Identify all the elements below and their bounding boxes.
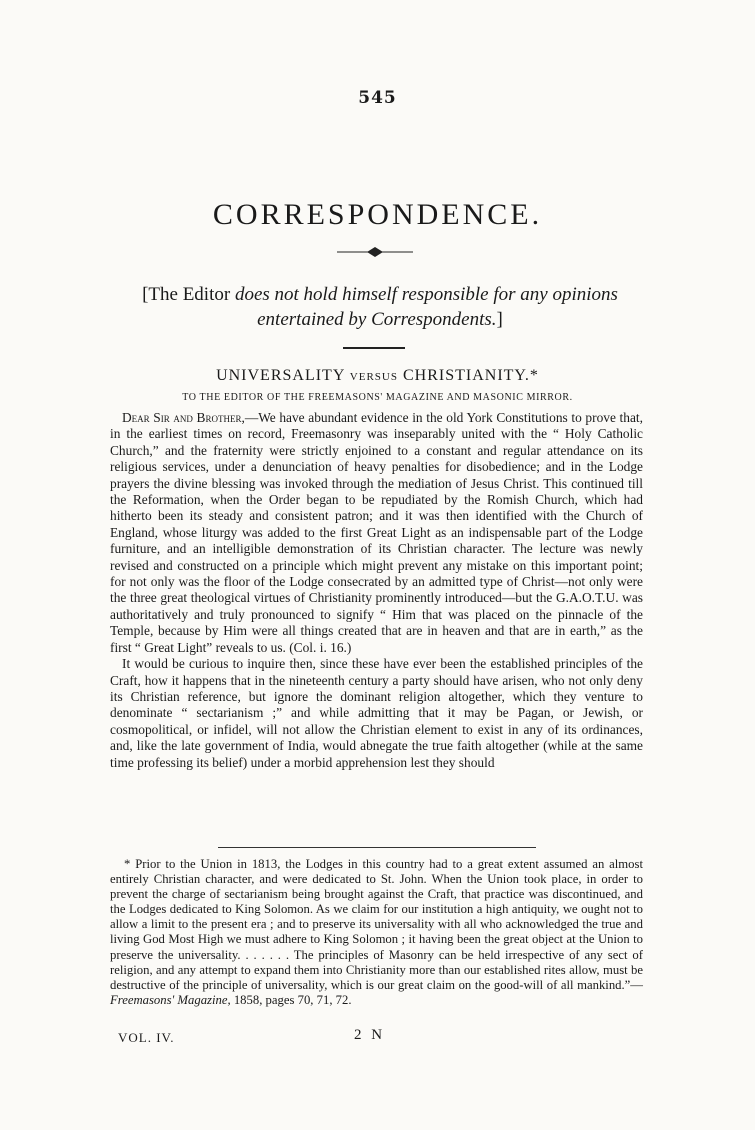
article-title-part2: CHRISTIANITY.* [402,367,539,384]
volume-label: VOL. IV. [118,1030,175,1045]
footnote-text: * Prior to the Union in 1813, the Lodges in this country had to a great extent assumed an almost entirely Christian character, and were dedicated to St. John. When the Union took place, in order to prevent the charge of sectarianism being brought against the Craft, that practice was discontinued, and the Lodges dedicated to King Solomon. As we claim for our institution a high antiquity, we ought not to allow a limit to the present era ; and to preserve its universality with all who acknowledged the true and living God Most High we must adhere to King Solomon ; it having been the great object at the Union to preserve the universality. . . . . . . The principles of Masonry can be held irrespective of any sect of religion, and any attempt to expand them into Christianity more than our established rites allow, must be destructive of the principle of universality, which is our great claim on the good-will of all mankind.”— [110,857,643,992]
article-title [0,367,755,385]
letter-addressee: TO THE EDITOR OF THE FREEMASONS' MAGAZINE AND MASONIC MIRROR. [182,392,573,403]
paragraph-1: —We have abundant evidence in the old York Constitutions to prove that, in the earliest times on record, Freemasonry was inseparably united with the “ Holy Catholic Church,” and the fraternity were strictly enjoined to a constant and regular attendance on its religious services, under a denunciation of heavy penalties for disobedience; and in the Lodge prayers the divine blessing was invoked through the mediation of Jesus Christ. This continued till the Reformation, when the Order began to be repudiated by the Romish Church, which had hitherto been its steady and consistent patron; and it was then identified with the Church of England, whose liturgy was added to the first Great Light as an indispensable part of the Lodge furniture, and an intelligible demonstration of its Christian character. The lecture was newly revised and constructed on a principle which might prevent any mistake on this important point; for not only was the floor of the Lodge consecrated by an admitted type of Christ—not only were the three great theological virtues of Christianity prominently introduced—but the G.A.O.T.U. was authoritatively and truly pronounced to signify “ Him that was placed on the pinnacle of the Temple, because by Him were all things created that are in heaven and that are in earth,” as the first “ Great Light” reveals to us. (Col. i. 16.) [110,410,643,655]
short-rule [343,347,405,349]
divider-ornament [335,245,415,259]
article-body [110,410,643,771]
footnote [110,857,643,1008]
footnote-rule [218,847,536,848]
disclaimer-end: ] [496,309,503,330]
page-number: 545 [358,88,397,108]
editor-disclaimer [100,282,660,332]
article-title-part1: UNIVERSALITY [216,367,345,384]
body-paragraph [110,410,643,656]
disclaimer-text: does not hold himself responsible for any opinions entertained by Correspondents. [234,284,618,330]
body-paragraph: It would be curious to inquire then, since these have ever been the established principles of the Craft, how it happens that in the nineteenth century a party should have arisen, who not only deny its Christian reference, but ignore the dominant religion altogether, which they venture to denominate “ sectarianism ;” and while admitting that it may be Pagan, or Jewish, or cosmopolitical, or infidel, will not allow the Christian element to exist in any of its ordinances, and, like the late government of India, would abnegate the true faith altogether (while at the same time professing its belief) under a morbid apprehension lest they should [110,656,643,770]
disclaimer-lead: [The Editor [142,284,231,305]
section-title: CORRESPONDENCE. [212,198,543,231]
signature-mark: 2 N [354,1027,386,1043]
footnote-source: Freemasons' Magazine, [110,992,231,1007]
salutation: Dear Sir and Brother, [122,410,245,425]
article-title-versus: VERSUS [349,371,398,383]
footnote-pages: 1858, pages 70, 71, 72. [230,992,352,1007]
